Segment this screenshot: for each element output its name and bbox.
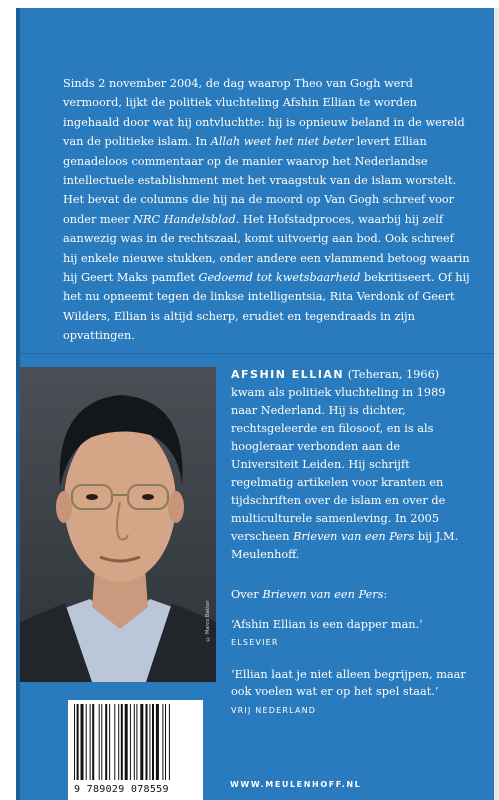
barcode-bar [130,704,131,780]
newspaper-name: NRC Handelsblad [133,212,236,226]
barcode-bar [92,704,94,780]
quote-source: ELSEVIER [231,638,279,647]
barcode-bar [86,704,87,780]
quotes-header-prefix: Over [231,588,263,601]
barcode-bar [81,704,84,780]
barcode-bar [169,704,170,780]
barcode-bar [118,704,119,780]
quote-text: ‘Afshin Ellian is een dapper man.’ [231,617,423,631]
barcode-bar [146,704,148,780]
author-photo [20,367,216,682]
blurb-part: . Het Hofstadproces, waarbij hij zelf aanwezig was in de rechtszaal, komt uitvoerig aan bod. Ook schreef hij enkele nieuwe stukken, onder andere een vlammend betoog waarin hij Geert Maks pamflet [63,212,470,285]
barcode-bar [125,704,128,780]
section-divider [20,353,494,354]
bio-book-title: Brieven van een Pers [293,530,415,543]
quotes-header-suffix: : [383,588,388,601]
photo-credit: © Marco Bakker [205,600,211,642]
barcode-bars [68,700,203,782]
book-title-allah: Allah weet het niet beter [210,135,354,149]
quote-source: VRIJ NEDERLAND [231,705,317,715]
author-name: AFSHIN ELLIAN [231,368,345,381]
pamphlet-title: Gedoemd tot kwetsbaarheid [198,271,361,285]
isbn-barcode [68,700,203,800]
barcode-bar [99,704,100,780]
publisher-website: WWW.MEULENHOFF.NL [230,780,362,789]
barcode-bar [136,704,137,780]
barcode-bar [90,704,91,780]
blurb-part: levert Ellian genadeloos commentaar op de manier waarop het Nederlandse intellectuele establishment met het vraagstuk van de islam worstelt. Het bevat de columns die hij na de moord op Van Gogh schreef voor onder meer [63,135,457,226]
barcode-bar [105,704,107,780]
barcode-bar [140,704,143,780]
barcode-bar [101,704,102,780]
barcode-bar [77,704,79,780]
barcode-bar [162,704,163,780]
barcode-bar [152,704,154,780]
blurb-text [63,74,471,346]
quotes-header [231,586,476,604]
quote-text: ‘Ellian laat je niet alleen begrijpen, maar ook voelen wat er op het spel staat.’ [231,667,466,698]
blurb-part: bekritiseert. Of hij het nu opneemt tegen de linkse intelligentsia, Rita Verdonk of Geert Wilders, Ellian is altijd scherp, erudiet en tegendraads in zijn opvattingen. [63,271,470,343]
barcode-bar [165,704,166,780]
bio-part: bij J.M. Meulenhoff. [231,530,459,561]
bio-part: (Teheran, 1966) kwam als politiek vluchteling in 1989 naar Nederland. Hij is dichter, rechtsgeleerde en filosoof, en is als hoogleraar verbonden aan de Universiteit Leiden. Hij schrijft regelmatig artikelen voor kranten en tijdschriften over de islam en over de multiculturele samenleving. In 2005 verscheen [231,368,446,543]
page-edge [494,8,499,800]
blurb-part: Sinds 2 november 2004, de dag waarop Theo van Gogh werd vermoord, lijkt de politiek vluchteling Afshin Ellian te worden ingehaald door wat hij ontvluchtte: hij is opnieuw beland in de wereld van de politieke islam. In [63,77,465,149]
quotes-header-book: Brieven van een Pers [262,588,384,601]
barcode-bar [156,704,159,780]
barcode-bar [114,704,115,780]
author-bio [231,366,471,564]
author-portrait-illustration [20,367,216,682]
barcode-bar [109,704,110,780]
barcode-bar [149,704,150,780]
press-quotes [231,586,476,733]
barcode-bar [121,704,123,780]
barcode-bar [74,704,75,780]
isbn-number: 9 789029 078559 [74,784,169,795]
barcode-bar [134,704,135,780]
